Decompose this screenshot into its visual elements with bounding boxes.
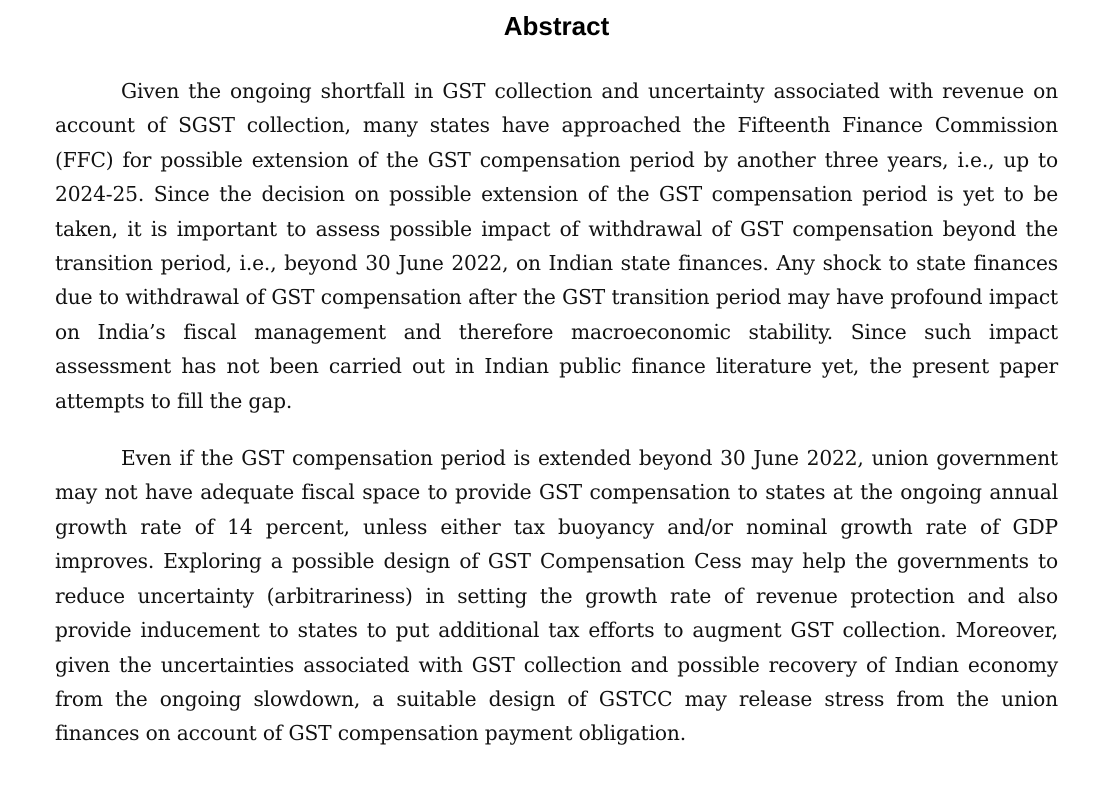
abstract-paragraph-2: Even if the GST compensation period is extended beyond 30 June 2022, union government may not have adequate fiscal space to provide GST compensation to states at the ongoing annual growth rate of 14 percent, unless either tax buoyancy and/or nominal growth rate of GDP improves. Exploring a possible design of GST Compensation Cess may help the governments to reduce uncertainty (arbitrariness) in setting the growth rate of revenue protection and also provide inducement to states to put additional tax efforts to augment GST collection. Moreover, given the uncertainties associated with GST collection and possible recovery of Indian economy from the ongoing slowdown, a suitable design of GSTCC may release stress from the union finances on account of GST compensation payment obligation. xyxy=(55,446,1058,746)
abstract-paragraph-1: Given the ongoing shortfall in GST collection and uncertainty associated with revenue on account of SGST collection, many states have approached the Fifteenth Finance Commission (FFC) for possible extension of the GST compensation period by another three years, i.e., up to 2024-25. Since the decision on possible extension of the GST compensation period is yet to be taken, it is important to assess possible impact of withdrawal of GST compensation beyond the transition period, i.e., beyond 30 June 2022, on Indian state finances. Any shock to state finances due to withdrawal of GST compensation after the GST transition period may have profound impact on India’s fiscal management and therefore macroeconomic stability. Since such impact assessment has not been carried out in Indian public finance literature yet, the present paper attempts to fill the gap. xyxy=(55,79,1058,413)
abstract-section xyxy=(55,10,1058,751)
abstract-heading: Abstract xyxy=(503,11,610,41)
